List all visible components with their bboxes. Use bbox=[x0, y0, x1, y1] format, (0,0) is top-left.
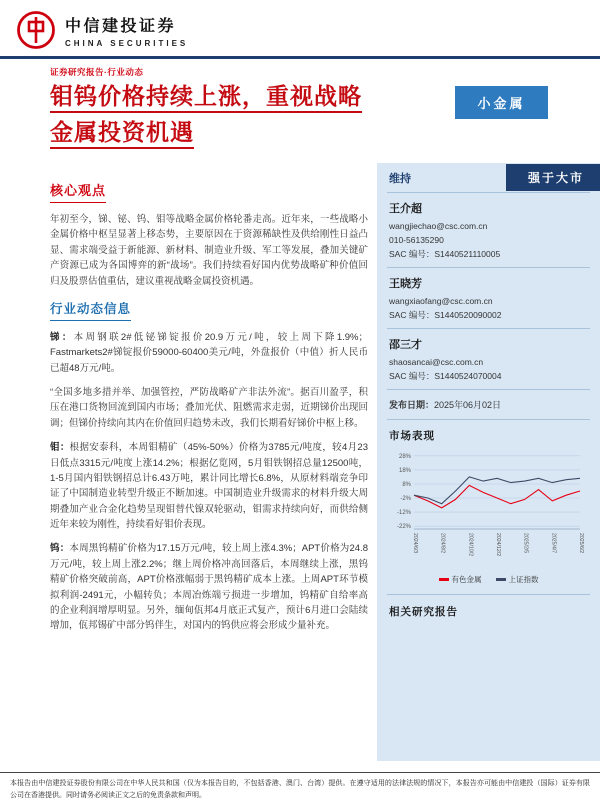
rating-status: 维持 bbox=[389, 172, 411, 185]
paragraph-text: 本周钢联2#低铋锑锭报价20.9万元/吨，较上周下降1.9%；Fastmarkets2#锑锭报价59000-60400美元/吨，外盘报价（中值）折人民币已超48万元/吨。 bbox=[50, 331, 368, 374]
rating-value-badge: 强于大市 bbox=[506, 164, 600, 191]
brand-name: 中信建投证券 bbox=[65, 17, 177, 35]
chart-legend bbox=[387, 572, 590, 595]
analyst-name: 王晓芳 bbox=[389, 278, 422, 291]
brand-text bbox=[65, 13, 188, 48]
svg-text:2024/12/2: 2024/12/2 bbox=[495, 533, 501, 557]
core-view-body: 年初至今，锑、铋、钨、钼等战略金属价格轮番走高。近年来，一些战略小金属价格中枢呈显著上移态势，主要原因在于资源稀缺性及供给刚性日益凸显、需求端受益于新能源、新材料、制造业升级、军工等发展，叠加关键矿产资源已成为各国博弈的新“战场”。我们持续看好国内优势战略矿种价值回归及股票估值重估，建议重视战略金属投资机遇。 bbox=[50, 214, 368, 287]
paragraph-lead: 钼： bbox=[50, 442, 70, 454]
svg-text:2024/6/3: 2024/6/3 bbox=[412, 533, 418, 554]
analyst-card bbox=[387, 193, 590, 268]
svg-text:2024/10/2: 2024/10/2 bbox=[467, 533, 474, 557]
analyst-name: 王介超 bbox=[389, 203, 422, 215]
analyst-sac: SAC 编号：S1440520090002 bbox=[389, 310, 502, 321]
china-securities-logo-icon bbox=[16, 10, 56, 50]
publish-date-value: 2025年06月02日 bbox=[434, 400, 502, 411]
rating-row bbox=[387, 163, 590, 193]
analyst-phone: 010-56135290 bbox=[389, 235, 444, 246]
paragraph-text: “全国多地多措并举、加强管控，严防战略矿产非法外流”。据百川盈孚，积压在港口货物回流到国内市场；叠加光伏、阻燃需求走弱，近期锑价出现回调；但锑价持续向其内在价值回归趋势未改，我们长期看好锑价中枢上移。 bbox=[50, 387, 368, 429]
analyst-sac: SAC 编号：S1440524070004 bbox=[389, 371, 502, 382]
legend-swatch-icon bbox=[496, 578, 506, 581]
report-title: 钼钨价格持续上涨，重视战略金属投资机遇 bbox=[50, 83, 362, 145]
analyst-name: 邵三才 bbox=[389, 339, 422, 352]
related-reports-heading: 相关研究报告 bbox=[389, 606, 458, 619]
svg-text:2024/8/2: 2024/8/2 bbox=[439, 533, 446, 554]
news-paragraph-antimony-2 bbox=[50, 385, 368, 431]
header-divider bbox=[0, 56, 600, 59]
paragraph-lead: 钨： bbox=[50, 543, 70, 555]
legend-item-nonferrous bbox=[439, 574, 482, 585]
news-paragraph-molybdenum bbox=[50, 440, 368, 532]
report-body bbox=[50, 180, 368, 643]
brand-name-en: CHINA SECURITIES bbox=[65, 38, 189, 48]
footer-disclaimer: 本报告由中信建投证券股份有限公司在中华人民共和国（仅为本报告目的，不包括香港、澳门、台湾）提供。在遵守适用的法律法规的情况下，本报告亦可能由中信建投（国际）证券有限公司在香港提供。同时请务必阅读正文之后的免责条款和声明。 bbox=[10, 780, 590, 799]
analyst-card bbox=[387, 329, 590, 390]
legend-item-shanghai-index bbox=[496, 574, 539, 585]
report-category: 证券研究报告·行业动态 bbox=[50, 67, 144, 77]
publish-date-row bbox=[387, 390, 590, 420]
sidebar bbox=[377, 163, 600, 761]
legend-label: 有色金属 bbox=[451, 575, 482, 585]
market-performance-heading: 市场表现 bbox=[389, 430, 435, 443]
legend-swatch-icon bbox=[439, 578, 449, 581]
footer-divider bbox=[0, 772, 600, 773]
svg-text:2025/2/5: 2025/2/5 bbox=[522, 533, 529, 554]
svg-text:-12%: -12% bbox=[396, 510, 411, 517]
svg-text:28%: 28% bbox=[398, 453, 411, 460]
legend-label: 上证指数 bbox=[508, 575, 539, 585]
paragraph-text: 本周黑钨精矿价格为17.15万元/吨，较上周上涨4.3%；APT价格为24.8万元/吨，较上周上涨2.2%；继上周价格冲高回落后，本周继续上涨，黑钨精矿价格突破前高，APT价格涨幅弱于黑钨精矿成本上涨。上周APT环节模拟利润-2491元，小幅转负；本周冶炼端亏损进一步增加，钨精矿自给率高的企业利润增厚明显。另外，缅甸佤邦4月底正式复产，预计6月进口会陆续增加，佤邦锡矿中部分钨伴生，对国内的钨供应将会形成少量补充。 bbox=[50, 543, 368, 632]
core-view-heading: 核心观点 bbox=[50, 180, 106, 203]
industry-news-heading: 行业动态信息 bbox=[50, 299, 131, 321]
svg-text:-22%: -22% bbox=[396, 524, 411, 531]
svg-text:-2%: -2% bbox=[400, 496, 411, 503]
svg-text:18%: 18% bbox=[398, 468, 411, 475]
analyst-email: wangxiaofang@csc.com.cn bbox=[389, 296, 493, 307]
header bbox=[16, 10, 188, 50]
analyst-email: wangjiechao@csc.com.cn bbox=[389, 221, 488, 231]
analyst-card bbox=[387, 268, 590, 329]
market-chart bbox=[387, 447, 590, 572]
paragraph-lead: 锑： bbox=[50, 331, 74, 343]
analyst-sac: SAC 编号：S1440521110005 bbox=[389, 249, 501, 260]
paragraph-text: 根据安泰科，本周钼精矿（45%-50%）价格为3785元/吨度，较4月23日低点3315元/吨度上涨14.2%；根据亿览网，5月钼铁钢招总量12500吨，1-5月国内钼铁钢招总计6.43万吨，累计同比增长6.8%，从原材料端竞争印证了中国制造业转型升级正不断加速。中国制造业升级需求的材料升级大周期叠加产业合金化趋势呈现钼替代镍双轮驱动，钼需求持续向好，而供给侧近年来较为刚性，持续看好钼价表现。 bbox=[50, 442, 368, 530]
svg-text:2025/6/2: 2025/6/2 bbox=[578, 533, 584, 554]
news-paragraph-antimony bbox=[50, 330, 368, 376]
news-paragraph-tungsten bbox=[50, 541, 368, 633]
industry-badge: 小金属 bbox=[455, 86, 548, 119]
svg-text:2025/4/7: 2025/4/7 bbox=[550, 533, 557, 554]
publish-date-label: 发布日期： bbox=[389, 400, 435, 411]
analyst-email: shaosancai@csc.com.cn bbox=[389, 357, 484, 368]
svg-text:8%: 8% bbox=[402, 482, 411, 489]
